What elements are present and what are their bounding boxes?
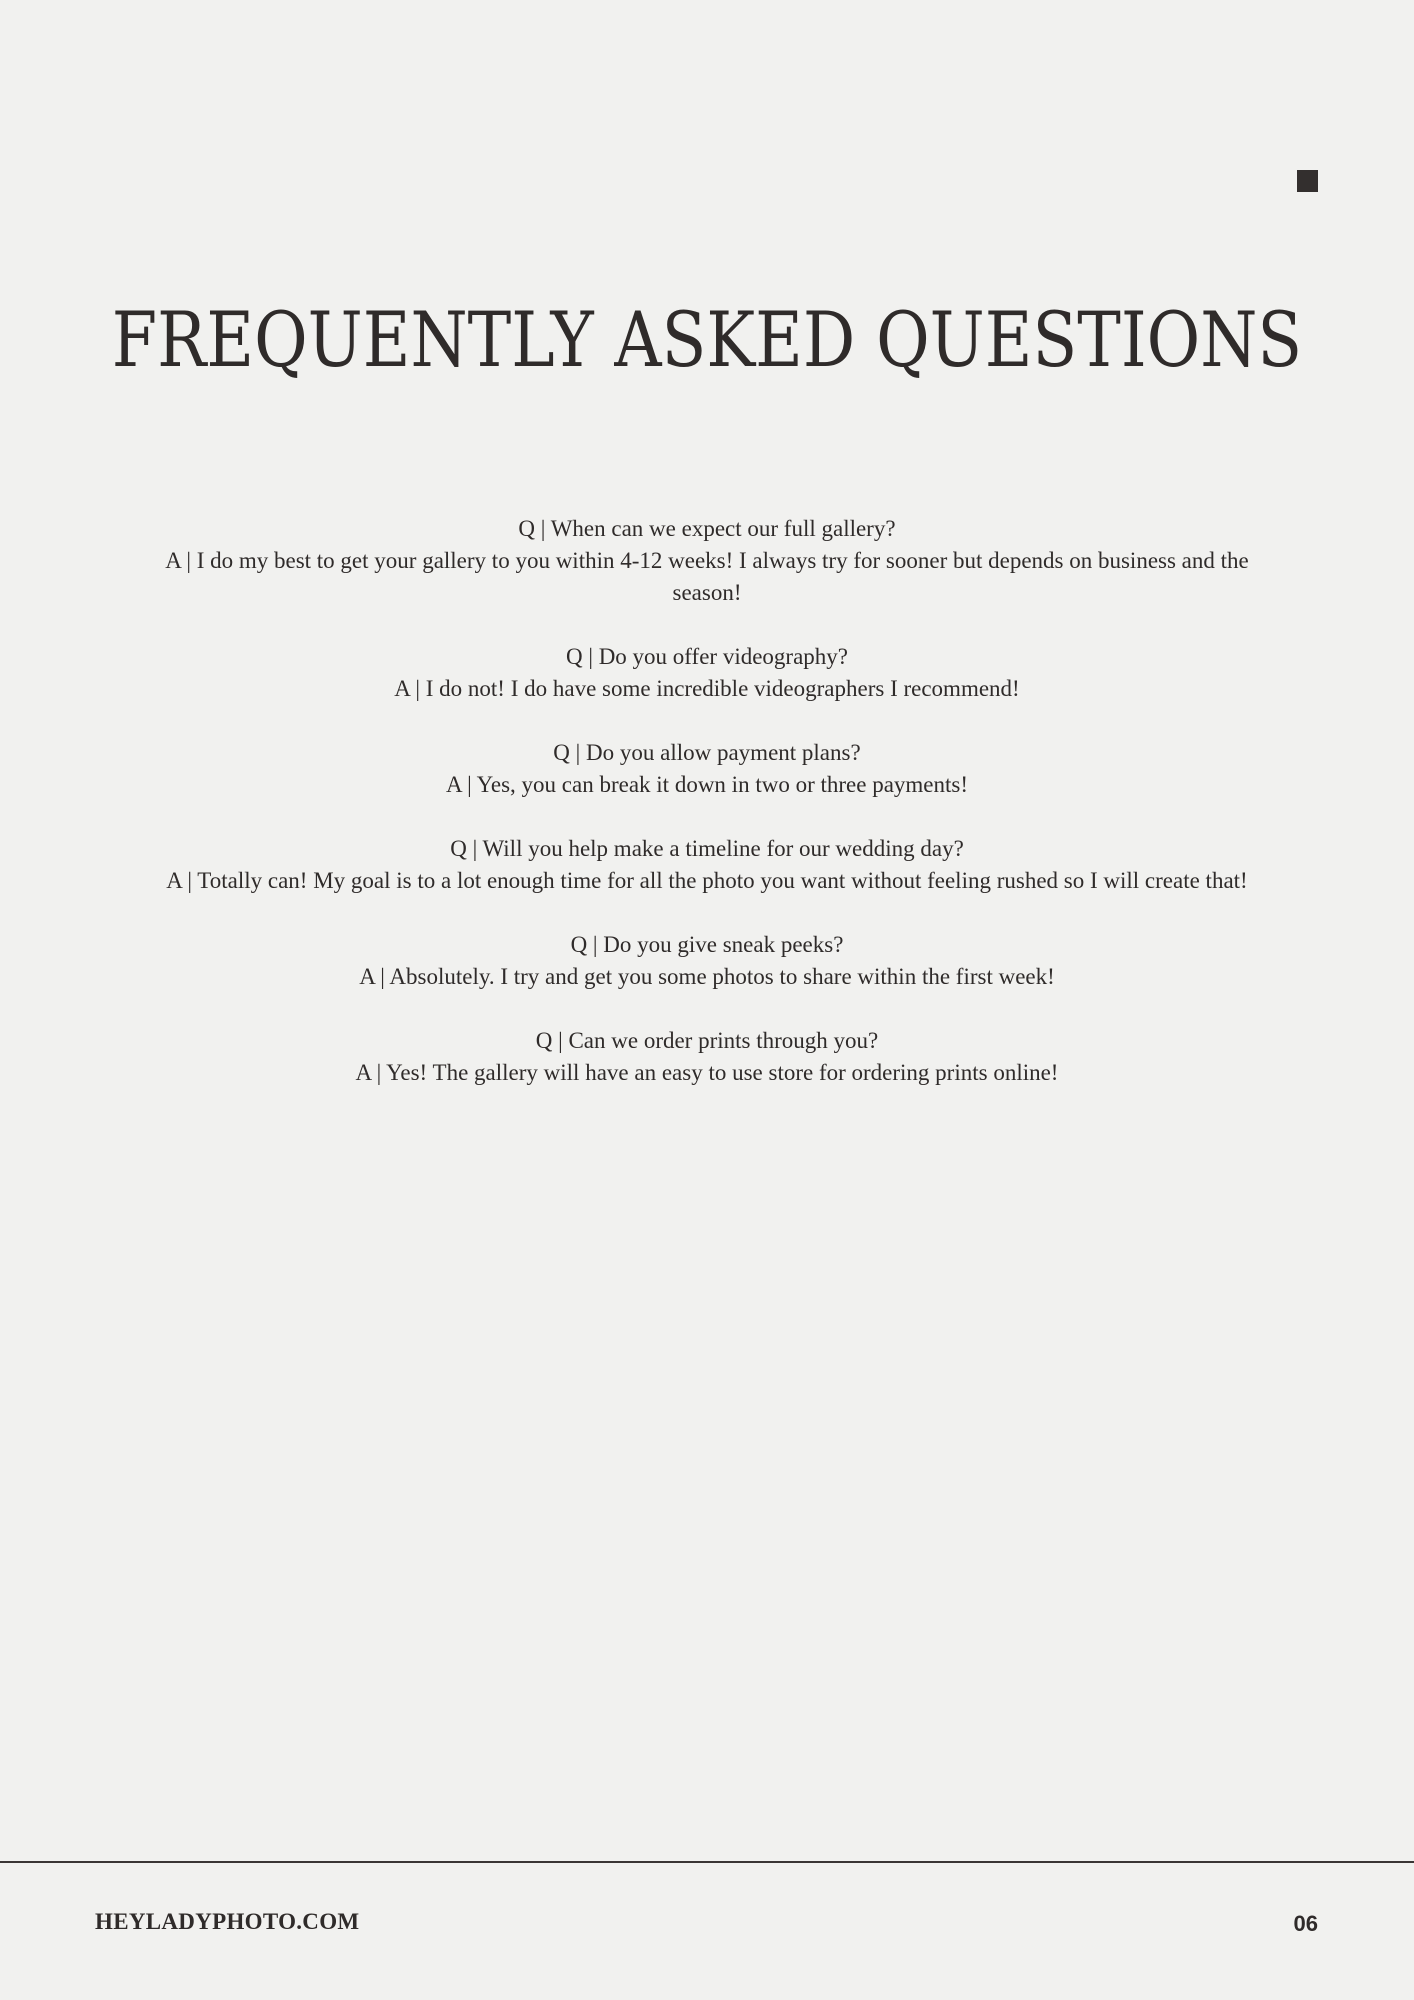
faq-item xyxy=(135,513,1279,609)
faq-answer: A | Totally can! My goal is to a lot enough time for all the photo you want without feeling rushed so I will create that! xyxy=(166,868,1248,893)
faq-answer: A | Yes, you can break it down in two or three payments! xyxy=(445,772,968,797)
faq-question: Q | Will you help make a timeline for our wedding day? xyxy=(450,836,964,861)
footer-website: HEYLADYPHOTO.COM xyxy=(95,1909,360,1934)
faq-item xyxy=(135,833,1279,897)
page-title: FREQUENTLY ASKED QUESTIONS xyxy=(111,295,1303,384)
faq-question: Q | When can we expect our full gallery? xyxy=(518,516,896,541)
faq-item xyxy=(135,1025,1279,1089)
faq-answer: A | Absolutely. I try and get you some photos to share within the first week! xyxy=(359,964,1055,989)
faq-question: Q | Do you give sneak peeks? xyxy=(570,932,844,957)
faq-item xyxy=(135,737,1279,801)
footer-divider xyxy=(0,1861,1414,1863)
faq-item xyxy=(135,929,1279,993)
faq-question: Q | Do you offer videography? xyxy=(565,644,849,669)
faq-question: Q | Do you allow payment plans? xyxy=(553,740,861,765)
corner-square-icon xyxy=(1297,170,1318,192)
faq-question: Q | Can we order prints through you? xyxy=(535,1028,879,1053)
faq-answer: A | I do not! I do have some incredible videographers I recommend! xyxy=(394,676,1020,701)
page-number: 06 xyxy=(1293,1911,1318,1936)
faq-item xyxy=(135,641,1279,705)
faq-answer: A | I do my best to get your gallery to you within 4-12 weeks! I always try for sooner but depends on business and the season! xyxy=(165,548,1249,605)
faq-answer: A | Yes! The gallery will have an easy to use store for ordering prints online! xyxy=(355,1060,1059,1085)
faq-list xyxy=(135,513,1279,1121)
